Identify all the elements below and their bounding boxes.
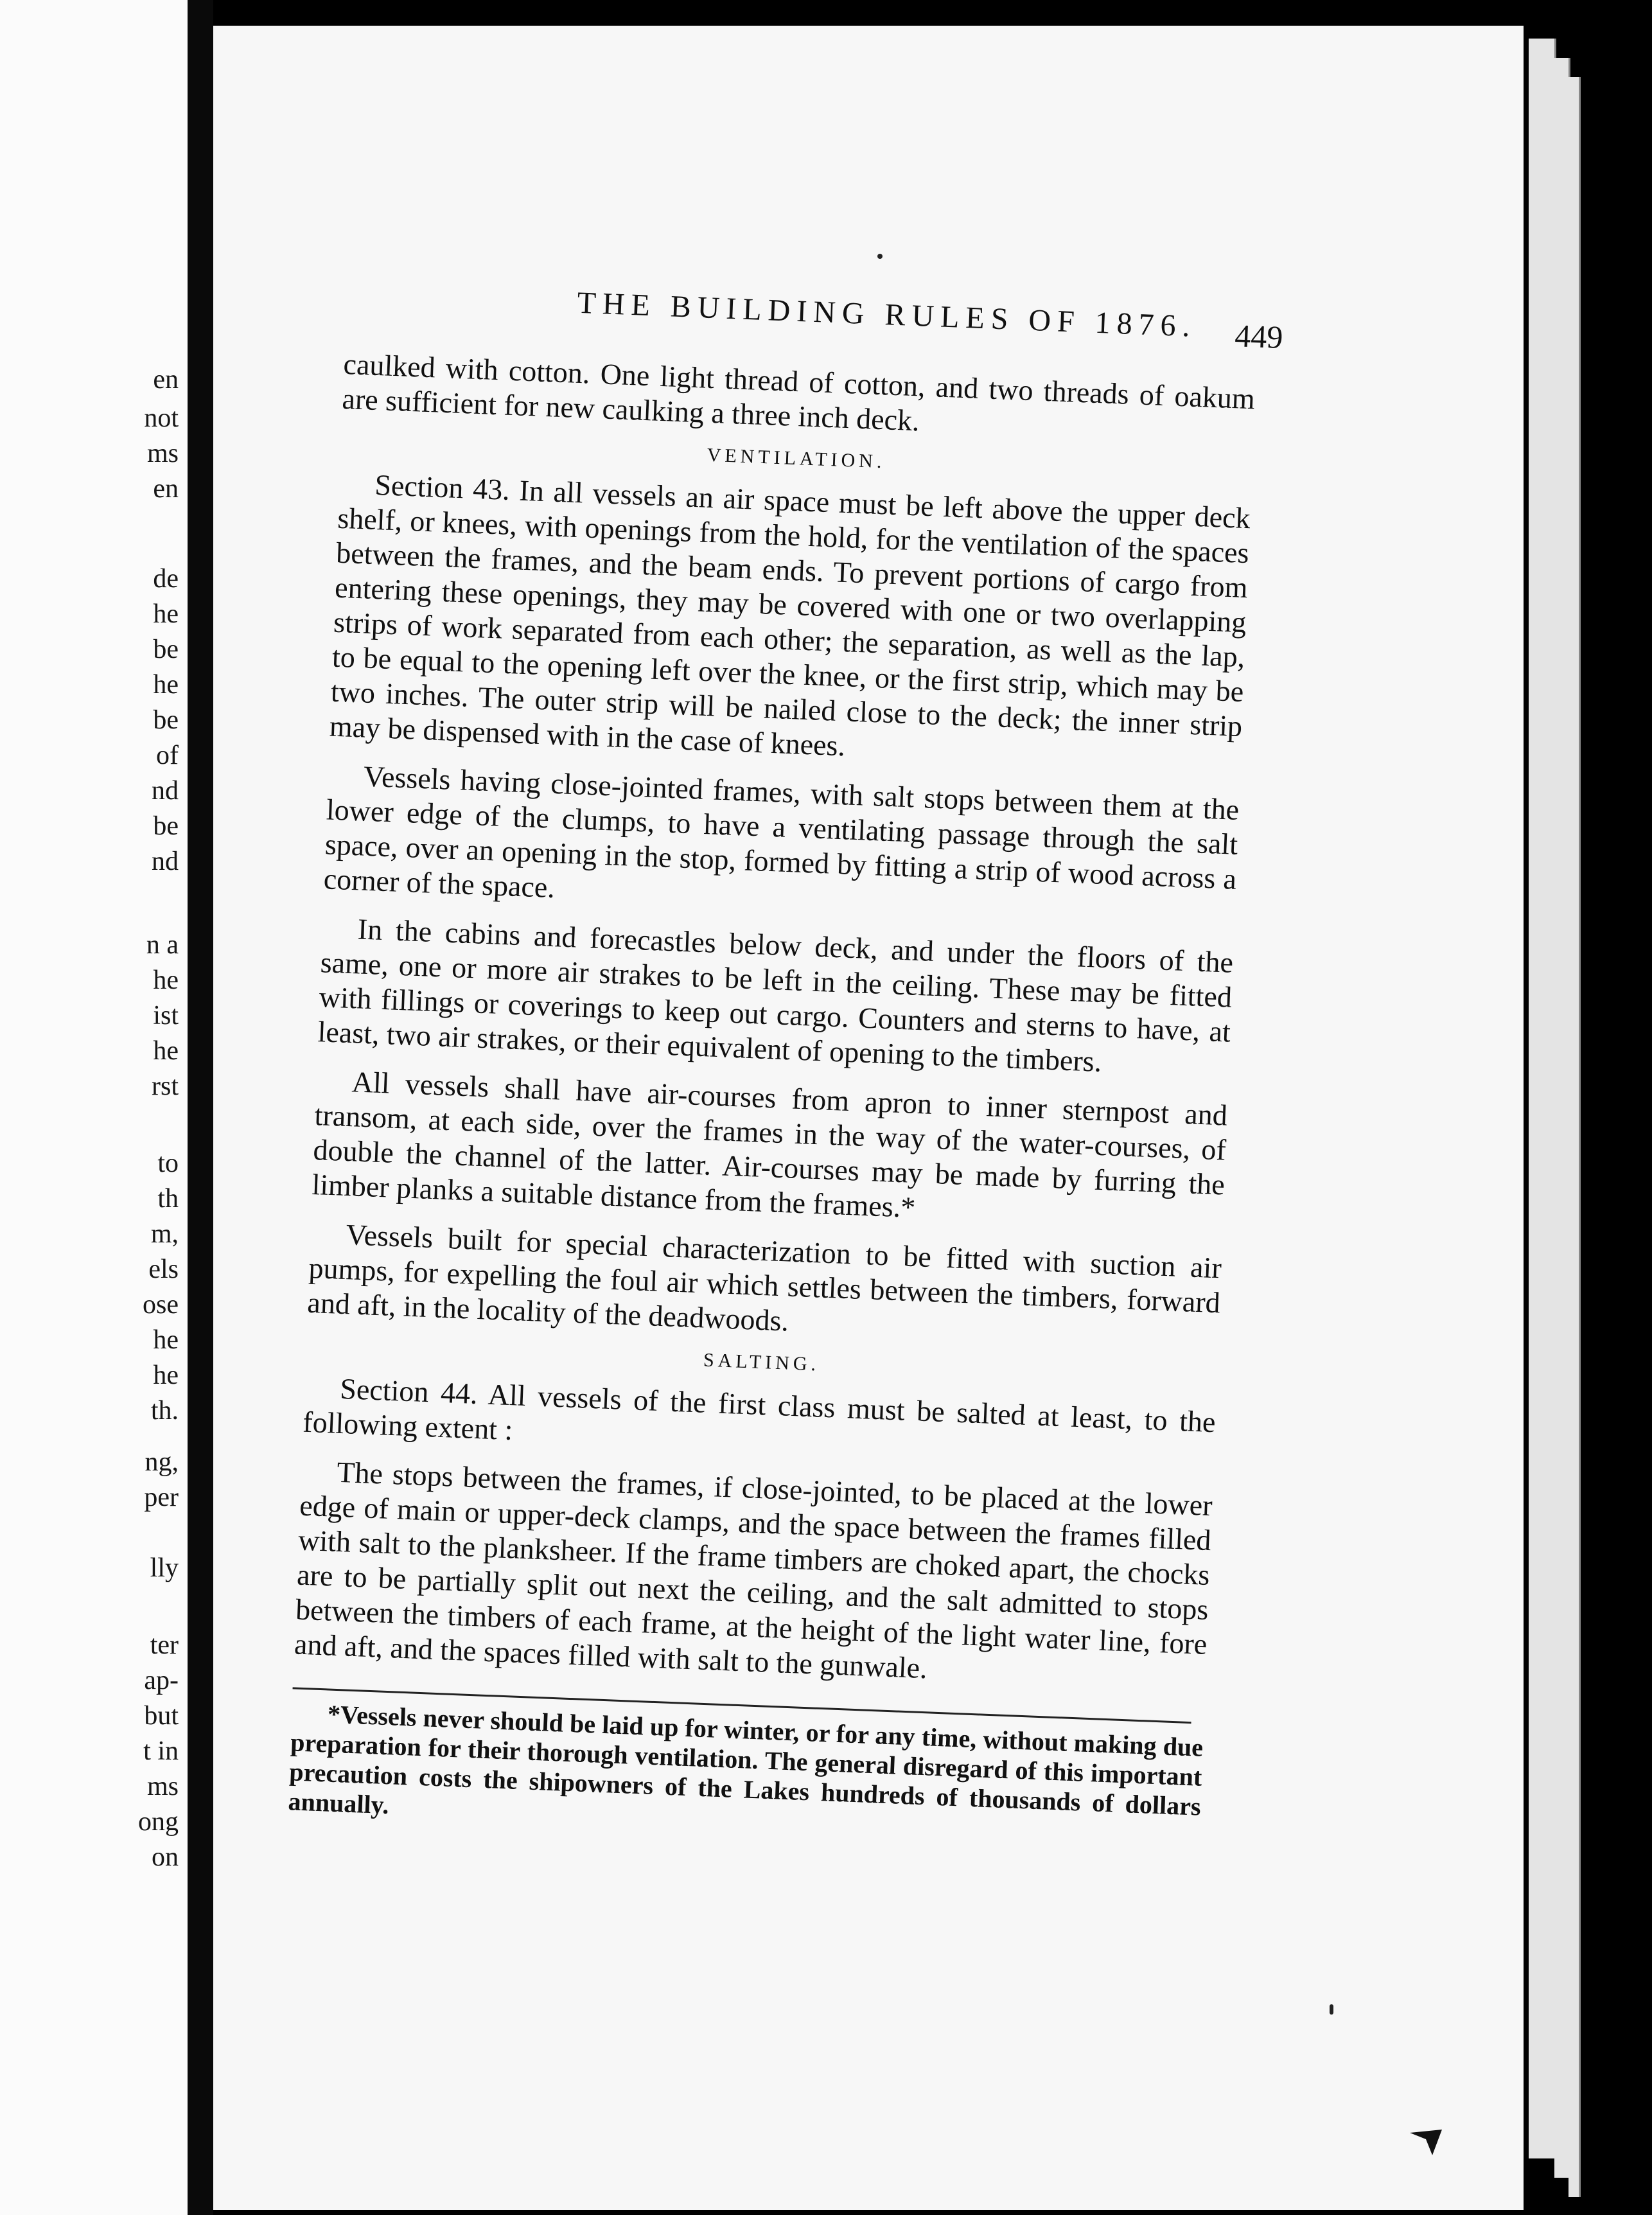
left-page-fragment: els (148, 1255, 179, 1284)
book-gutter (188, 0, 213, 2215)
paragraph-caulking: caulked with cotton. One light thread of cotton, and two threads of oakum are sufficient for new caulking a three inch deck. (341, 347, 1256, 437)
paragraph-suction-pumps: Vessels built for special characterization to be fitted with suction air pumps, for expelling the foul air which settles between the timbers, forward and aft, in the locality of the deadwoods. (306, 1218, 1222, 1337)
left-page-fragment: be (153, 705, 179, 735)
left-page-fragment: ap- (144, 1666, 179, 1695)
left-page-fragment: ng, (145, 1447, 179, 1477)
left-page-fragment: ter (150, 1630, 179, 1660)
left-page-fragment: lly (150, 1553, 179, 1583)
left-page-fragment: be (153, 811, 179, 841)
left-page-fragment: ong (138, 1807, 179, 1837)
left-page-fragment: on (152, 1842, 179, 1872)
left-page-fragment: n a (146, 930, 179, 960)
paragraph-section-43: Section 43. In all vessels an air space must be left above the upper deck shelf, or knees, with openings from the hold, for the ventilation of the spaces between the frames, and the beam ends. To prevent portions of cargo from entering these openings, they may be covered with one or two overlapping strips of work separated from each other; the separation, as well as the lap, to be equal to the opening left over the knee, or the first strip, which may be two inches. The outer strip will be nailed close to the deck; the inner strip may be dispensed with in the case of knees. (329, 468, 1251, 763)
left-page-fragment: de (153, 564, 179, 594)
left-page-fragment: to (157, 1149, 179, 1178)
left-page-fragment: be (153, 635, 179, 664)
left-page-fragment: he (153, 1036, 179, 1066)
page-text-block (287, 276, 1284, 1851)
footnote: *Vessels never should be laid up for winter, or for any time, without making due preparation for their thorough ventilation. The general disregard of this important precaution costs the shipowners of the Lakes hundreds of thousands of dollars annually. (287, 1699, 1204, 1821)
left-page-fragment: m, (150, 1219, 179, 1249)
page-edge (1569, 77, 1581, 2197)
left-page-fragment: he (153, 966, 179, 995)
left-page-fragment: he (153, 599, 179, 629)
left-page-fragment: t in (143, 1736, 179, 1766)
paragraph-stops-between-frames: The stops between the frames, if close-jointed, to be placed at the lower edge of main or upper-deck clamps, and the space between the frames filled with salt to the planksheer. If the frame timbers are choked apart, the chocks are to be partially split out next the ceiling, and the salt admitted to stops between the timbers of each frame, at the height of the light water line, fore and aft, and the spaces filled with salt to the gunwale. (294, 1455, 1213, 1685)
left-page-fragment: per (144, 1483, 179, 1512)
left-page-fragment: of (156, 741, 179, 770)
paragraph-close-jointed-frames: Vessels having close-jointed frames, with salt stops between them at the lower edge of the clumps, to have a ventilating passage through the salt space, over an opening in the stop, formed by fitting a strip of wood across a corner of the space. (322, 759, 1240, 905)
left-page-fragment: not (144, 403, 179, 433)
left-page-fragment: th. (150, 1396, 179, 1425)
left-page-fragment: ms (146, 439, 179, 468)
left-page-fragment: he (153, 1361, 179, 1390)
left-page-fragment: th (157, 1184, 179, 1213)
left-page-fragment: ist (153, 1001, 179, 1030)
left-page-fragment: nd (152, 847, 179, 876)
left-page-fragment: ose (143, 1290, 179, 1319)
left-page-fragment: nd (152, 776, 179, 806)
left-page-fragment: he (153, 670, 179, 700)
left-facing-page (0, 0, 188, 2215)
left-page-fragment: ms (146, 1772, 179, 1801)
left-page-fragment: en (153, 474, 179, 504)
paragraph-section-44: Section 44. All vessels of the first class must be salted at least, to the following extent : (302, 1372, 1217, 1447)
print-speck (877, 254, 883, 259)
left-page-fragment: en (153, 365, 179, 394)
page-edge (1529, 39, 1556, 2158)
print-speck (1330, 2004, 1333, 2015)
section-heading-salting: SALTING. (703, 1349, 820, 1375)
left-page-fragment: but (144, 1701, 179, 1731)
left-page-fragment: rst (152, 1072, 179, 1101)
paragraph-air-courses: All vessels shall have air-courses from apron to inner sternpost and transom, at each side, over the frames in the way of the water-courses, of double the channel of the latter. Air-courses may be made by furring the limber planks a suitable distance from the frames.* (311, 1065, 1228, 1224)
paragraph-cabins-forecastles: In the cabins and forecastles below deck, and under the floors of the same, one or more air strakes to be left in the ceiling. These may be fitted with fillings or coverings to keep out cargo. Counters and sterns to have, at least, two air strakes, or their equivalent of opening to the timbers. (317, 912, 1234, 1078)
running-title: THE BUILDING RULES OF 1876. (576, 285, 1197, 344)
page-corner-mark (1407, 2126, 1445, 2158)
page-number: 449 (1234, 317, 1284, 355)
section-heading-ventilation: VENTILATION. (707, 444, 886, 473)
left-page-fragment: he (153, 1325, 179, 1355)
